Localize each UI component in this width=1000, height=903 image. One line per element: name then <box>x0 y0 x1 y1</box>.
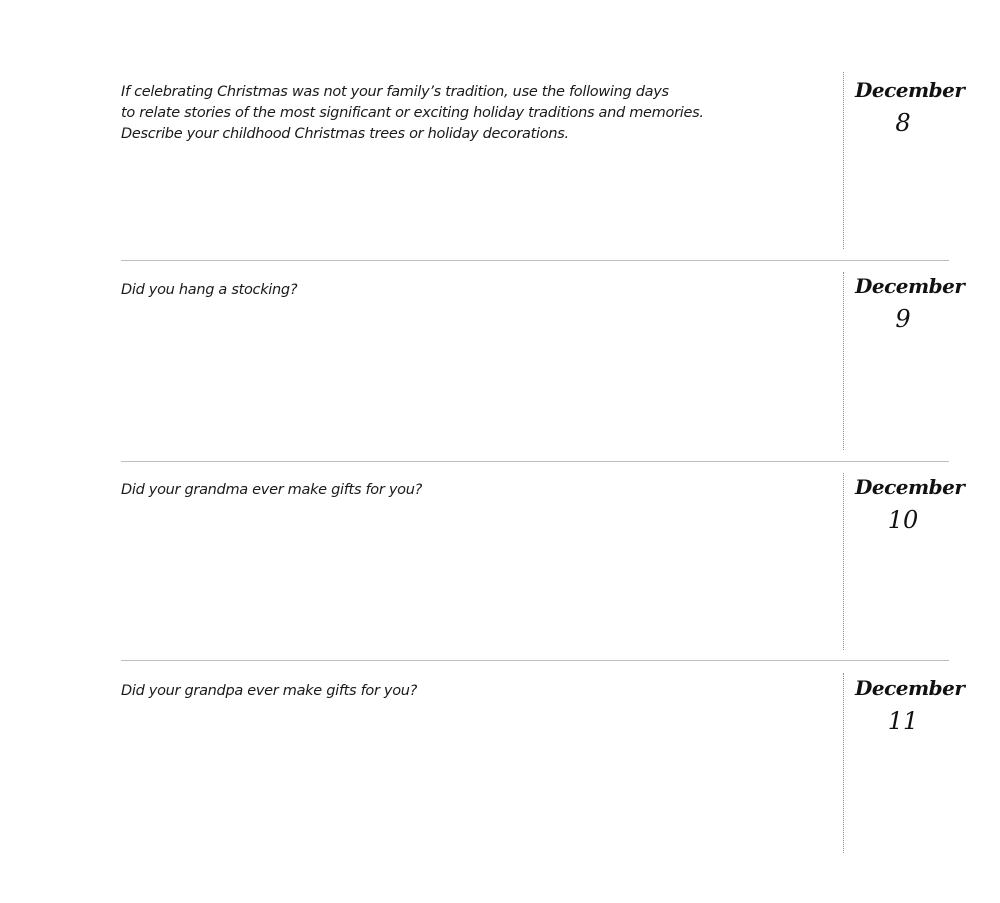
section-divider <box>121 461 949 462</box>
date-label <box>855 78 965 138</box>
prompt-line: Did your grandma ever make gifts for you? <box>121 482 422 498</box>
entry-prompt <box>121 280 811 301</box>
date-day: 8 <box>895 109 911 137</box>
journal-entry <box>121 78 965 252</box>
entry-prompt <box>121 681 811 702</box>
entry-prompt <box>121 82 811 145</box>
journal-entry <box>121 274 965 450</box>
date-month: December <box>855 78 965 102</box>
prompt-line: Describe your childhood Christmas trees or holiday decorations. <box>121 126 569 142</box>
dotted-separator <box>843 673 844 853</box>
date-label <box>855 475 965 535</box>
section-divider <box>121 260 949 261</box>
entry-prompt <box>121 480 811 501</box>
date-month: December <box>855 475 965 499</box>
prompt-line: If celebrating Christmas was not your family’s tradition, use the following days <box>121 84 669 100</box>
date-label <box>855 274 965 334</box>
date-day: 10 <box>887 506 919 534</box>
prompt-line: to relate stories of the most significant or exciting holiday traditions and memories. <box>121 105 704 121</box>
date-month: December <box>855 676 965 700</box>
prompt-line: Did you hang a stocking? <box>121 282 298 298</box>
date-day: 9 <box>895 305 911 333</box>
journal-entry <box>121 475 965 650</box>
journal-entry <box>121 676 965 853</box>
date-day: 11 <box>887 707 919 735</box>
dotted-separator <box>843 473 844 650</box>
date-month: December <box>855 274 965 298</box>
date-label <box>855 676 965 736</box>
prompt-line: Did your grandpa ever make gifts for you? <box>121 683 418 699</box>
section-divider <box>121 660 949 661</box>
dotted-separator <box>843 72 844 249</box>
dotted-separator <box>843 272 844 450</box>
